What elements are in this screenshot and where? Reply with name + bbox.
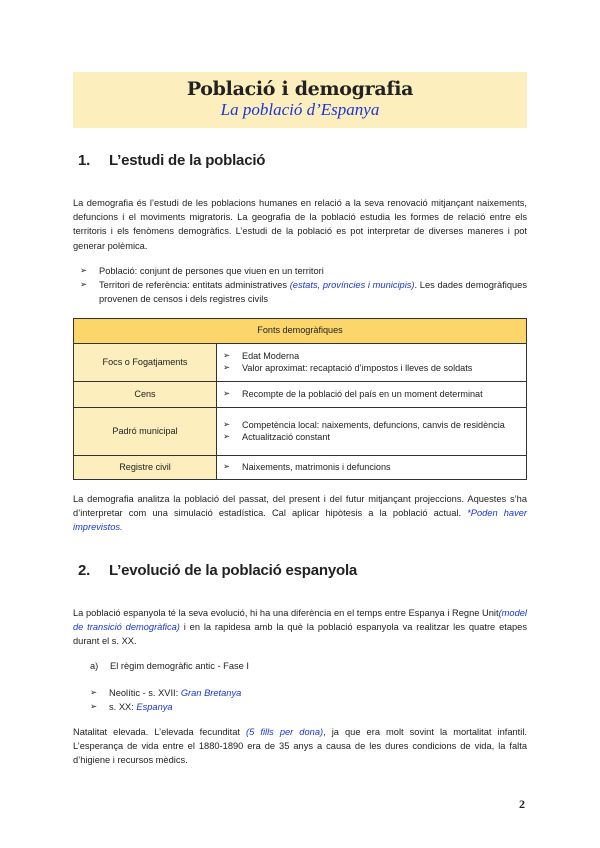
table-row-label: Padró municipal — [74, 408, 217, 456]
subheading — [90, 659, 527, 673]
table-item: ➢ Competència local: naixements, defuncions, canvis de residència — [223, 420, 520, 432]
table-header: Fonts demogràfiques — [74, 319, 527, 344]
section-1-bullets — [80, 264, 527, 307]
section-1-intro-text: La demografia és l’estudi de les poblacions humanes en relació a la seva renovació mitjançant naixements, defuncions i el moviments migratoris. La geografia de la població estudia les formes de relació entre els territoris i els fenòmens demogràfics. L’estudi de la població es pot interpretar de diverses maneres i pot generar polèmica. — [73, 198, 527, 251]
note-text: *Poden haver imprevistos. — [73, 508, 527, 533]
section-2-paragraph: Natalitat elevada. L’elevada fecunditat (5 fills per dona), ja que era molt sovint la mortalitat infantil. L’esperança de vida entre el 1880-1890 era de 35 anys a causa de les dures condicions de vida, la falta d’higiene i recursos mèdics. — [73, 727, 527, 766]
link-text: Espanya — [136, 702, 173, 713]
table-item: ➢ Actualització constant — [223, 432, 520, 444]
section-2-title: L’evolució de la població espanyola — [109, 562, 358, 579]
section-1-intro — [73, 196, 527, 253]
subheading-text: El règim demogràfic antic - Fase I — [110, 661, 249, 671]
link-text: (model de transició demogràfica) — [73, 608, 527, 633]
subheading-marker: a) — [90, 661, 99, 671]
after-table-paragraph — [73, 492, 527, 535]
sources-table — [73, 318, 527, 480]
section-2-heading — [78, 562, 357, 579]
section-2-intro: La població espanyola té la seva evolució, hi ha una diferència en el temps entre Espanya i Regne Unit(model de transició demogràfica) i en la rapidesa amb la què la població espanyola va realitzar les quatre etapes durant el s. XX. — [73, 608, 527, 647]
section-1-number: 1. — [78, 152, 91, 169]
table-item: ➢ Naixements, matrimonis i defuncions — [223, 462, 520, 474]
table-row — [74, 408, 527, 456]
title-box — [73, 72, 527, 128]
table-row-label: Registre civil — [74, 456, 217, 480]
table-row — [74, 456, 527, 480]
page-title: Població i demografia — [186, 78, 414, 100]
page-number: 2 — [519, 797, 525, 811]
bullet-item: ➢ Població: conjunt de persones que viuen en un territori — [80, 264, 527, 278]
page-subtitle: La població d’Espanya — [220, 100, 380, 119]
link-text: (5 fills per dona) — [246, 727, 324, 737]
after-table-text: La demografia analitza la població del passat, del present i del futur mitjançant projeccions. Aquestes s’ha d’interpretar com una simulació estadística. Cal aplicar hipòtesis a la població actual. — [73, 494, 527, 519]
table-row-label: Focs o Fogatjaments — [74, 344, 217, 382]
bullet-item: ➢ s. XX: Espanya — [90, 700, 527, 714]
link-text: Gran Bretanya — [180, 688, 242, 698]
table-row — [74, 344, 527, 382]
section-2-number: 2. — [78, 562, 91, 579]
table-row — [74, 382, 527, 408]
table-row-label: Cens — [74, 382, 217, 408]
bullet-item: ➢ Territori de referència: entitats administratives (estats, províncies i municipis). Les dades demogràfiques provenen de censos i dels registres civils — [80, 278, 527, 306]
section-1-title: L’estudi de la població — [109, 152, 266, 169]
table-item: ➢ Recompte de la població del país en un moment determinat — [223, 389, 520, 401]
bullet-item: ➢ Neolític - s. XVII: Gran Bretanya — [90, 686, 527, 700]
table-item: ➢ Edat Moderna — [223, 351, 520, 363]
table-item: ➢ Valor aproximat: recaptació d’impostos i lleves de soldats — [223, 363, 520, 375]
section-1-heading — [78, 152, 265, 169]
section-2-bullets — [90, 686, 527, 714]
link-text: (estats, províncies i municipis) — [289, 280, 415, 291]
